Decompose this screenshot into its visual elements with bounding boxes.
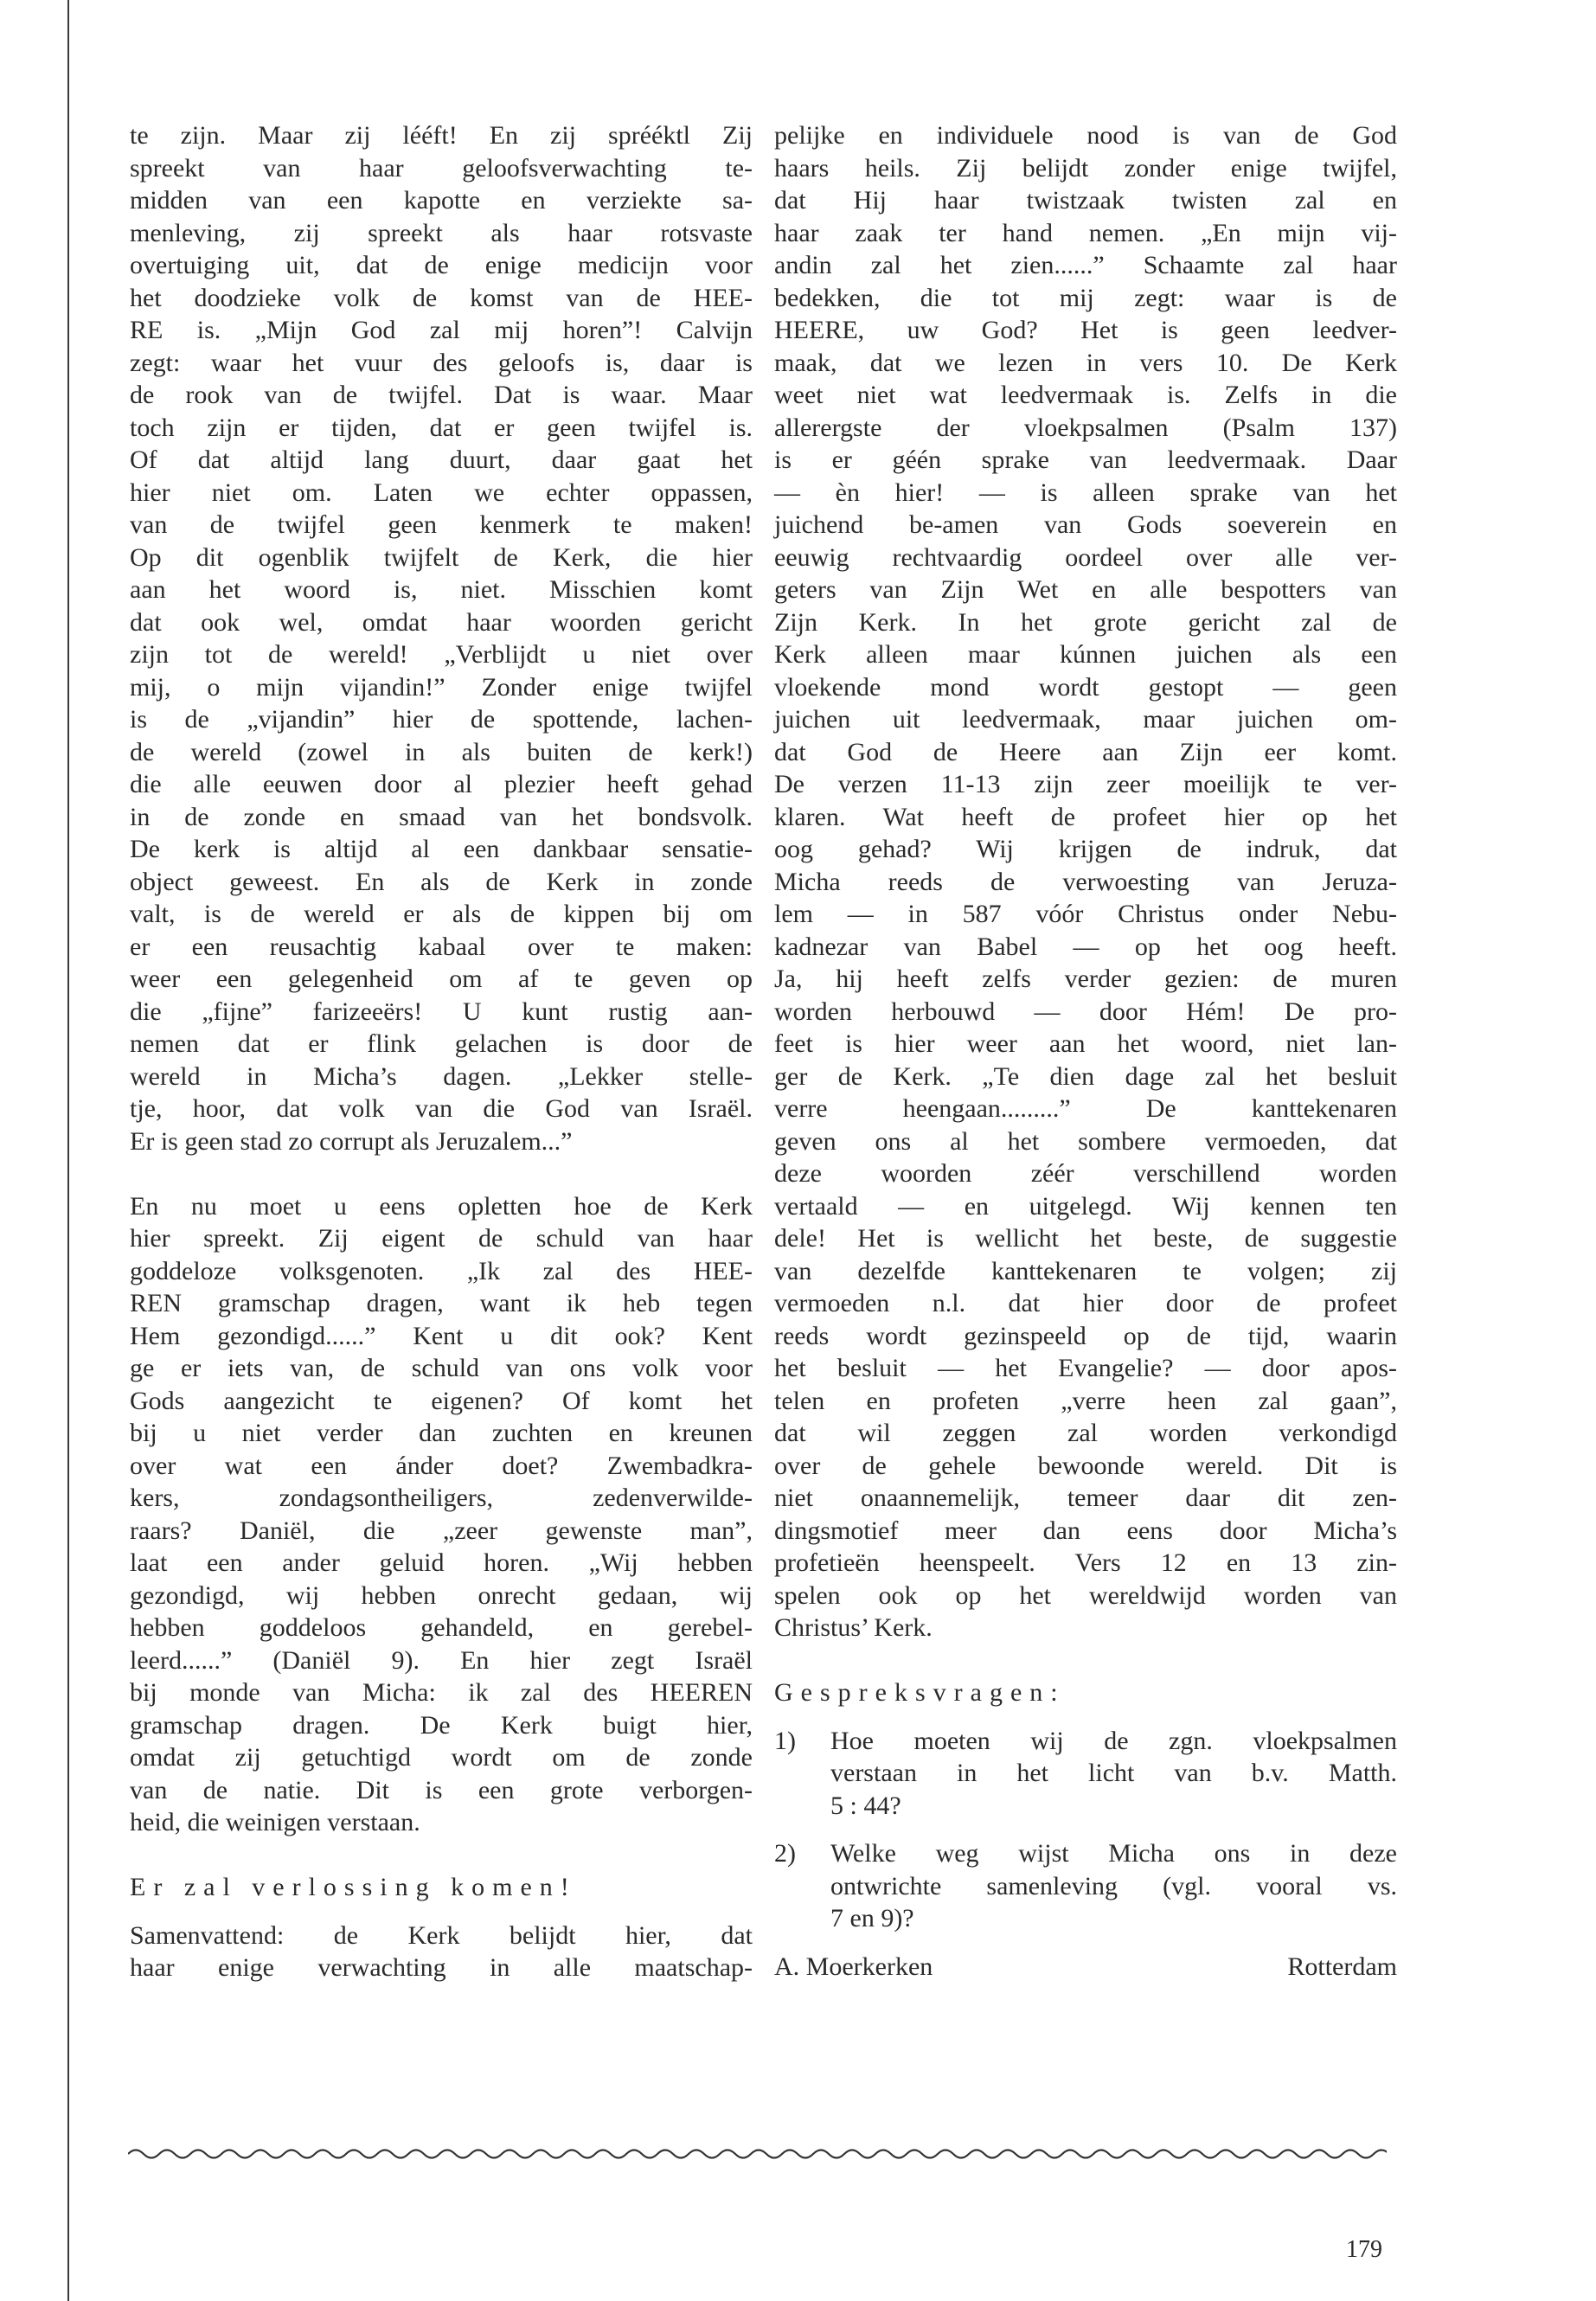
text-line: te zijn. Maar zij lééft! En zij sprééktl Zij	[130, 121, 753, 150]
text-line: laat een ander geluid horen. „Wij hebben	[130, 1548, 753, 1577]
text-line: nemen dat er flink gelachen is door de	[130, 1029, 753, 1058]
text-line: heid, die weinigen verstaan.	[130, 1808, 420, 1836]
text-line: kadnezar van Babel — op het oog heeft.	[774, 932, 1397, 961]
text-line: valt, is de wereld er als de kippen bij om	[130, 900, 753, 928]
text-line: van de twijfel geen kenmerk te maken!	[130, 510, 753, 539]
text-line: leerd......” (Daniël 9). En hier zegt Israël	[130, 1645, 753, 1675]
text-line: profetieën heenspeelt. Vers 12 en 13 zin-	[774, 1548, 1397, 1577]
text-line: kers, zondagsontheiligers, zedenverwilde-	[130, 1484, 753, 1512]
text-line: hier niet om. Laten we echter oppassen,	[130, 478, 753, 507]
text-line: klaren. Wat heeft de profeet hier op het	[774, 802, 1397, 831]
text-line: oog gehad? Wij krijgen de indruk, dat	[774, 835, 1397, 863]
text-line: dele! Het is wellicht het beste, de suggestie	[774, 1224, 1397, 1253]
text-line: hebben goddeloos gehandeld, en gerebel-	[130, 1613, 753, 1642]
text-line: haar zaak ter hand nemen. „En mijn vij-	[774, 218, 1397, 247]
text-line: worden herbouwd — door Hém! De pro-	[774, 997, 1397, 1026]
text-line: in de zonde en smaad van het bondsvolk.	[130, 802, 753, 831]
text-line: het besluit — het Evangelie? — door apos-	[774, 1354, 1397, 1382]
text-line: allerergste der vloekpsalmen (Psalm 137)	[774, 413, 1397, 442]
text-line: Op dit ogenblik twijfelt de Kerk, die hier	[130, 542, 753, 572]
text-line: haar enige verwachting in alle maatschap-	[130, 1953, 753, 1982]
text-line: dat ook wel, omdat haar woorden gericht	[130, 607, 753, 637]
text-line: dat Hij haar twistzaak twisten zal en	[774, 186, 1397, 215]
signature	[774, 1951, 1397, 1984]
text-line: verre heengaan.........” De kanttekenaren	[774, 1094, 1397, 1123]
text-line: die alle eeuwen door al plezier heeft gehad	[130, 770, 753, 798]
text-line: De verzen 11-13 zijn zeer moeilijk te ver-	[774, 770, 1397, 798]
page-edge-line	[67, 0, 69, 2301]
text-line: menleving, zij spreekt als haar rotsvaste	[130, 218, 753, 247]
heading-gap	[130, 1904, 753, 1920]
text-line: ger de Kerk. „Te dien dage zal het besluit	[774, 1061, 1397, 1091]
text-line: gezondigd, wij hebben onrecht gedaan, wij	[130, 1580, 753, 1610]
text-line: vloekende mond wordt gestopt — geen	[774, 672, 1397, 702]
text-line: Hem gezondigd......” Kent u dit ook? Kent	[130, 1321, 753, 1350]
question-line: Welke weg wijst Micha ons in deze	[830, 1839, 1397, 1868]
text-line: de rook van de twijfel. Dat is waar. Maar	[130, 381, 753, 409]
text-line: andin zal het zien......” Schaamte zal haar	[774, 251, 1397, 279]
section-heading: Er zal verlossing komen!	[130, 1873, 577, 1901]
text-line: Ja, hij heeft zelfs verder gezien: de muren	[774, 965, 1397, 993]
text-line: bij u niet verder dan zuchten en kreunen	[130, 1419, 753, 1447]
text-line: weer een gelegenheid om af te geven op	[130, 965, 753, 993]
text-line: — èn hier! — is alleen sprake van het	[774, 478, 1397, 507]
text-line: dat wil zeggen zal worden verkondigd	[774, 1419, 1397, 1447]
text-line: zegt: waar het vuur des geloofs is, daar is	[130, 348, 753, 377]
text-line: tje, hoor, dat volk van die God van Israël.	[130, 1094, 753, 1123]
text-line: Of dat altijd lang duurt, daar gaat het	[130, 445, 753, 474]
question-item	[774, 1837, 1397, 1935]
question-line: ontwrichte samenleving (vgl. vooral vs.	[830, 1871, 1397, 1900]
text-line: bij monde van Micha: ik zal des HEEREN	[130, 1678, 753, 1707]
text-line: vertaald — en uitgelegd. Wij kennen ten	[774, 1191, 1397, 1221]
text-line: goddeloze volksgenoten. „Ik zal des HEE-	[130, 1256, 753, 1285]
paragraph-2	[130, 1190, 753, 1839]
text-line: gramschap dragen. De Kerk buigt hier,	[130, 1710, 753, 1740]
heading-gap	[774, 1709, 1397, 1725]
text-line: reeds wordt gezinspeeld op de tijd, waarin	[774, 1321, 1397, 1350]
text-line: van dezelfde kanttekenaren te volgen; zij	[774, 1256, 1397, 1285]
question-line: Hoe moeten wij de zgn. vloekpsalmen	[830, 1726, 1397, 1755]
text-line: zijn tot de wereld! „Verblijdt u niet over	[130, 640, 753, 669]
text-line: toch zijn er tijden, dat er geen twijfel is.	[130, 413, 753, 442]
text-line: haars heils. Zij belijdt zonder enige twijfel,	[774, 153, 1397, 183]
text-line: dat God de Heere aan Zijn eer komt.	[774, 737, 1397, 766]
text-line: Er is geen stad zo corrupt als Jeruzalem...”	[130, 1126, 573, 1156]
text-line: die „fijne” farizeeërs! U kunt rustig aan-	[130, 997, 753, 1026]
text-line: spreekt van haar geloofsverwachting te-	[130, 153, 753, 183]
text-line: is de „vijandin” hier de spottende, lachen-	[130, 705, 753, 734]
text-line: de wereld (zowel in als buiten de kerk!)	[130, 737, 753, 766]
text-line: Samenvattend: de Kerk belijdt hier, dat	[130, 1920, 753, 1950]
question-line: verstaan in het licht van b.v. Matth.	[830, 1759, 1397, 1787]
text-line: raars? Daniël, die „zeer gewenste man”,	[130, 1516, 753, 1545]
question-line: 5 : 44?	[830, 1791, 901, 1820]
text-line: bedekken, die tot mij zegt: waar is de	[774, 283, 1397, 312]
text-line: wereld in Micha’s dagen. „Lekker stelle-	[130, 1061, 753, 1091]
page-number: 179	[1346, 2236, 1382, 2263]
author-place: Rotterdam	[1287, 1952, 1397, 1981]
text-line: over de gehele bewoonde wereld. Dit is	[774, 1451, 1397, 1480]
paragraph-1	[130, 119, 753, 1157]
question-number: 2)	[774, 1839, 796, 1868]
text-line: object geweest. En als de Kerk in zonde	[130, 867, 753, 896]
text-line: overtuiging uit, dat de enige medicijn voor	[130, 251, 753, 279]
text-line: juichend be-amen van Gods soeverein en	[774, 510, 1397, 539]
text-line: deze woorden zéér verschillend worden	[774, 1159, 1397, 1188]
text-line: niet onaannemelijk, temeer daar dit zen-	[774, 1484, 1397, 1512]
text-line: En nu moet u eens opletten hoe de Kerk	[130, 1191, 753, 1221]
text-line: Gods aangezicht te eigenen? Of komt het	[130, 1386, 753, 1415]
question-line: 7 en 9)?	[830, 1904, 914, 1932]
question-gap	[774, 1822, 1397, 1837]
question-item	[774, 1725, 1397, 1823]
text-line: HEERE, uw God? Het is geen leedver-	[774, 316, 1397, 344]
text-line: weet niet wat leedvermaak is. Zelfs in die	[774, 381, 1397, 409]
text-line: geven ons al het sombere vermoeden, dat	[774, 1126, 1397, 1156]
text-line: vermoeden n.l. dat hier door de profeet	[774, 1289, 1397, 1317]
paragraph-gap	[774, 1644, 1397, 1677]
paragraph-3	[130, 1920, 753, 1984]
text-line: over wat een ánder doet? Zwembadkra-	[130, 1451, 753, 1480]
text-line: dingsmotief meer dan eens door Micha’s	[774, 1516, 1397, 1545]
text-line: lem — in 587 vóór Christus onder Nebu-	[774, 900, 1397, 928]
text-line: er een reusachtig kabaal over te maken:	[130, 932, 753, 961]
text-line: Micha reeds de verwoesting van Jeruza-	[774, 867, 1397, 896]
signature-gap	[774, 1935, 1397, 1951]
discussion-heading: Gespreksvragen:	[774, 1678, 1066, 1707]
text-line: pelijke en individuele nood is van de God	[774, 121, 1397, 150]
right-column	[774, 119, 1397, 1983]
text-line: hier spreekt. Zij eigent de schuld van haar	[130, 1224, 753, 1253]
text-line: ge er iets van, de schuld van ons volk voor	[130, 1354, 753, 1382]
text-line: De kerk is altijd al een dankbaar sensatie-	[130, 835, 753, 863]
author-name: A. Moerkerken	[774, 1952, 933, 1981]
text-line: spelen ook op het wereldwijd worden van	[774, 1580, 1397, 1610]
text-line: geters van Zijn Wet en alle bespotters van	[774, 575, 1397, 604]
text-line: REN gramschap dragen, want ik heb tegen	[130, 1289, 753, 1317]
paragraph-gap	[130, 1157, 753, 1190]
text-line: midden van een kapotte en verziekte sa-	[130, 186, 753, 215]
paragraph-gap	[130, 1839, 753, 1872]
text-line: Kerk alleen maar kúnnen juichen als een	[774, 640, 1397, 669]
text-line: maak, dat we lezen in vers 10. De Kerk	[774, 348, 1397, 377]
text-line: aan het woord is, niet. Misschien komt	[130, 575, 753, 604]
question-number: 1)	[774, 1726, 796, 1755]
text-line: omdat zij getuchtigd wordt om de zonde	[130, 1743, 753, 1772]
text-line: juichen uit leedvermaak, maar juichen om-	[774, 705, 1397, 734]
text-line: het doodzieke volk de komst van de HEE-	[130, 283, 753, 312]
text-line: van de natie. Dit is een grote verborgen-	[130, 1775, 753, 1804]
text-line: eeuwig rechtvaardig oordeel over alle ver-	[774, 542, 1397, 572]
text-line: mij, o mijn vijandin!” Zonder enige twijfel	[130, 672, 753, 702]
text-line: RE is. „Mijn God zal mij horen”! Calvijn	[130, 316, 753, 344]
text-line: Zijn Kerk. In het grote gericht zal de	[774, 607, 1397, 637]
wavy-divider	[128, 2141, 1387, 2167]
text-line: feet is hier weer aan het woord, niet lan-	[774, 1029, 1397, 1058]
left-column	[130, 119, 753, 1984]
text-line: is er géén sprake van leedvermaak. Daar	[774, 445, 1397, 474]
text-line: telen en profeten „verre heen zal gaan”,	[774, 1386, 1397, 1415]
paragraph-continued	[774, 119, 1397, 1644]
text-line: Christus’ Kerk.	[774, 1613, 933, 1642]
